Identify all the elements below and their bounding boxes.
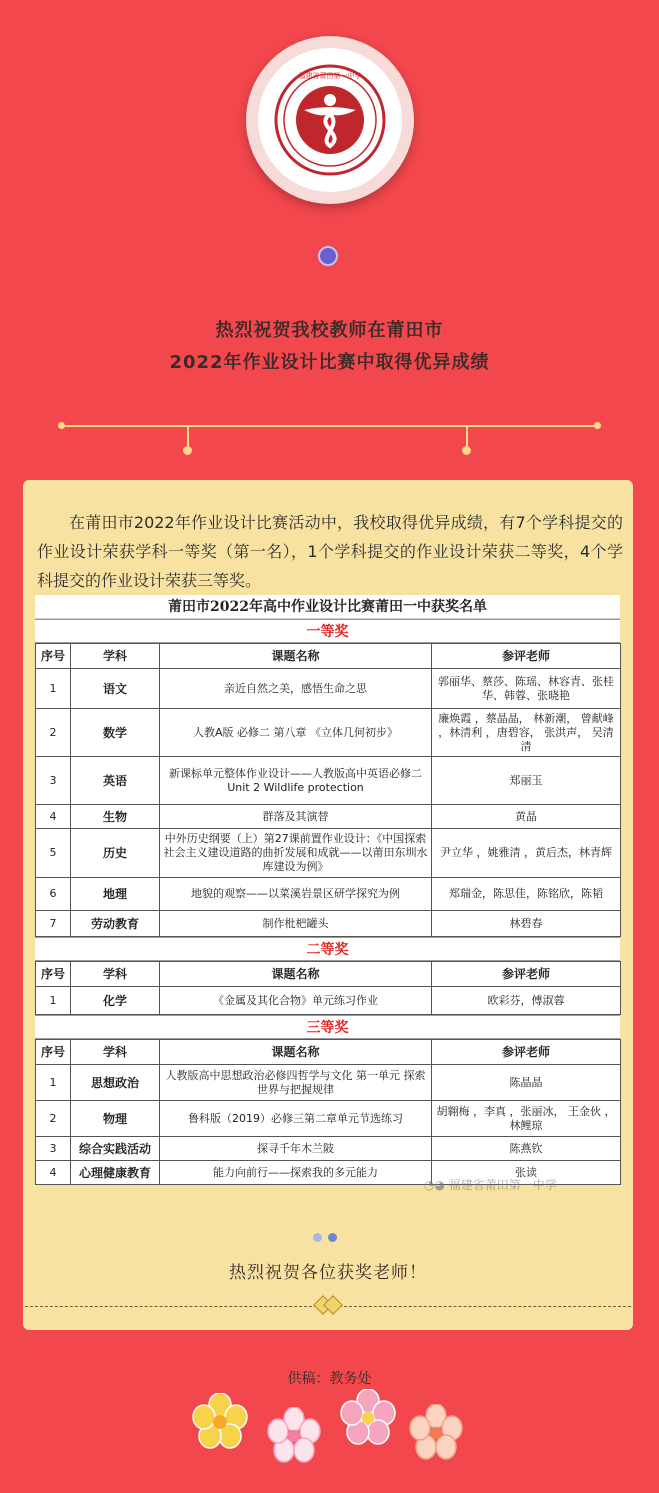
header-no: 序号	[36, 962, 71, 987]
header-subject: 学科	[71, 962, 160, 987]
row-teachers: 陈燕钦	[432, 1137, 621, 1161]
supply-credit: 供稿：教务处	[287, 1371, 372, 1387]
row-teachers: 郑瑞金，陈思佳，陈铭欣，陈韬	[432, 878, 621, 911]
row-subject: 英语	[71, 757, 160, 805]
row-topic: 地貌的观察——以菜溪岩景区研学探究为例	[160, 878, 432, 911]
flower-icon	[340, 1389, 396, 1445]
row-subject: 化学	[71, 987, 160, 1015]
row-subject: 地理	[71, 878, 160, 911]
first-prize-title: 一等奖	[35, 619, 620, 643]
row-teachers: 郑丽玉	[432, 757, 621, 805]
row-subject: 生物	[71, 805, 160, 829]
third-prize-title: 三等奖	[35, 1015, 620, 1039]
row-teachers: 廉焕霞 ，蔡晶晶， 林新潮， 曾献峰 ，林清利 ，唐碧容， 张洪声， 吴清清	[432, 709, 621, 757]
row-no: 3	[36, 757, 71, 805]
third-prize-table	[35, 1039, 621, 1185]
row-no: 4	[36, 1161, 71, 1185]
row-no: 1	[36, 987, 71, 1015]
pager-dot	[313, 1233, 322, 1242]
row-subject: 历史	[71, 829, 160, 878]
table-header-row	[36, 962, 621, 987]
row-subject: 综合实践活动	[71, 1137, 160, 1161]
table-row	[36, 911, 621, 937]
row-teachers: 胡翱梅 ，李真 ，张丽冰， 王金伙 ，林鲤琼	[432, 1101, 621, 1137]
table-row	[36, 709, 621, 757]
second-prize-title: 二等奖	[35, 937, 620, 961]
row-topic: 探寻千年木兰陂	[160, 1137, 432, 1161]
deco-bulb-left	[183, 446, 192, 455]
deco-dot-right	[594, 422, 601, 429]
congrats-text: 热烈祝贺各位获奖老师！	[229, 1263, 427, 1283]
row-no: 5	[36, 829, 71, 878]
pager-dot-active	[328, 1233, 337, 1242]
row-topic: 亲近自然之美，感悟生命之思	[160, 669, 432, 709]
row-subject: 物理	[71, 1101, 160, 1137]
row-subject: 心理健康教育	[71, 1161, 160, 1185]
row-topic: 鲁科版（2019）必修三第二章单元节选练习	[160, 1101, 432, 1137]
row-teachers: 尹立华 ，姚雅清 ，黄后杰，林青辉	[432, 829, 621, 878]
table-row	[36, 878, 621, 911]
header-topic: 课题名称	[160, 962, 432, 987]
row-subject: 劳动教育	[71, 911, 160, 937]
wechat-watermark	[424, 1176, 557, 1193]
flower-icon	[192, 1393, 248, 1449]
row-teachers: 陈晶晶	[432, 1065, 621, 1101]
row-teachers: 林碧春	[432, 911, 621, 937]
table-row	[36, 1137, 621, 1161]
table-row	[36, 829, 621, 878]
header-no: 序号	[36, 1040, 71, 1065]
table-row	[36, 1101, 621, 1137]
purple-dot	[318, 246, 338, 266]
decorative-line	[62, 425, 598, 427]
school-emblem	[258, 48, 402, 192]
watermark-text: 福建省莆田第一中学	[448, 1178, 557, 1192]
content-card	[23, 480, 633, 1330]
emblem-icon	[274, 64, 386, 176]
row-no: 1	[36, 669, 71, 709]
svg-text:福建省莆田第一中学: 福建省莆田第一中学	[298, 72, 362, 80]
header-teachers: 参评老师	[432, 644, 621, 669]
row-teachers: 欧彩芬，傅淑蓉	[432, 987, 621, 1015]
row-no: 1	[36, 1065, 71, 1101]
award-sheet	[35, 595, 620, 1185]
deco-bulb-right	[462, 446, 471, 455]
wechat-icon: ◔◕	[424, 1178, 449, 1192]
row-subject: 语文	[71, 669, 160, 709]
row-topic: 中外历史纲要（上）第27课前置作业设计：《中国探索社会主义建设道路的曲折发展和成就——以莆田东圳水库建设为例》	[160, 829, 432, 878]
row-topic: 群落及其演替	[160, 805, 432, 829]
table-row	[36, 1065, 621, 1101]
table-row	[36, 805, 621, 829]
table-row	[36, 669, 621, 709]
row-teachers: 张读	[432, 1161, 621, 1185]
table-row	[36, 757, 621, 805]
table-header-row	[36, 644, 621, 669]
row-no: 7	[36, 911, 71, 937]
row-subject: 数学	[71, 709, 160, 757]
row-no: 4	[36, 805, 71, 829]
header-teachers: 参评老师	[432, 1040, 621, 1065]
row-teachers: 郭丽华、蔡莎、陈瑶、林容青、张桂华、韩蓉、张晓艳	[432, 669, 621, 709]
first-prize-table	[35, 643, 621, 937]
row-topic: 人教版高中思想政治必修四哲学与文化 第一单元 探索世界与把握规律	[160, 1065, 432, 1101]
header-subject: 学科	[71, 644, 160, 669]
table-row	[36, 987, 621, 1015]
headline-line1: 热烈祝贺我校教师在莆田市	[215, 320, 444, 341]
row-topic: 新课标单元整体作业设计——人教版高中英语必修二Unit 2 Wildlife protection	[160, 757, 432, 805]
header-subject: 学科	[71, 1040, 160, 1065]
row-topic: 人教A版 必修二 第八章 《立体几何初步》	[160, 709, 432, 757]
flower-icon	[266, 1407, 322, 1463]
header-topic: 课题名称	[160, 1040, 432, 1065]
intro-paragraph: 在莆田市2022年作业设计比赛活动中，我校取得优异成绩，有7个学科提交的作业设计荣获学科一等奖（第一名），1个学科提交的作业设计荣获二等奖，4个学科提交的作业设计荣获三等奖。	[37, 513, 623, 590]
headline-line2: 2022年作业设计比赛中取得优异成绩	[169, 352, 490, 373]
row-topic: 能力向前行——探索我的多元能力	[160, 1161, 432, 1185]
school-logo	[246, 36, 414, 204]
row-topic: 《金属及其化合物》单元练习作业	[160, 987, 432, 1015]
pager-dots	[313, 1227, 343, 1237]
row-teachers: 黄晶	[432, 805, 621, 829]
header-topic: 课题名称	[160, 644, 432, 669]
header-no: 序号	[36, 644, 71, 669]
row-topic: 制作枇杷罐头	[160, 911, 432, 937]
second-prize-table	[35, 961, 621, 1015]
row-no: 6	[36, 878, 71, 911]
row-no: 2	[36, 709, 71, 757]
deco-dot-left	[58, 422, 65, 429]
row-no: 2	[36, 1101, 71, 1137]
table-header-row	[36, 1040, 621, 1065]
row-subject: 思想政治	[71, 1065, 160, 1101]
header-teachers: 参评老师	[432, 962, 621, 987]
flower-icon	[408, 1404, 464, 1460]
sheet-title: 莆田市2022年高中作业设计比赛莆田一中获奖名单	[35, 595, 620, 619]
row-no: 3	[36, 1137, 71, 1161]
